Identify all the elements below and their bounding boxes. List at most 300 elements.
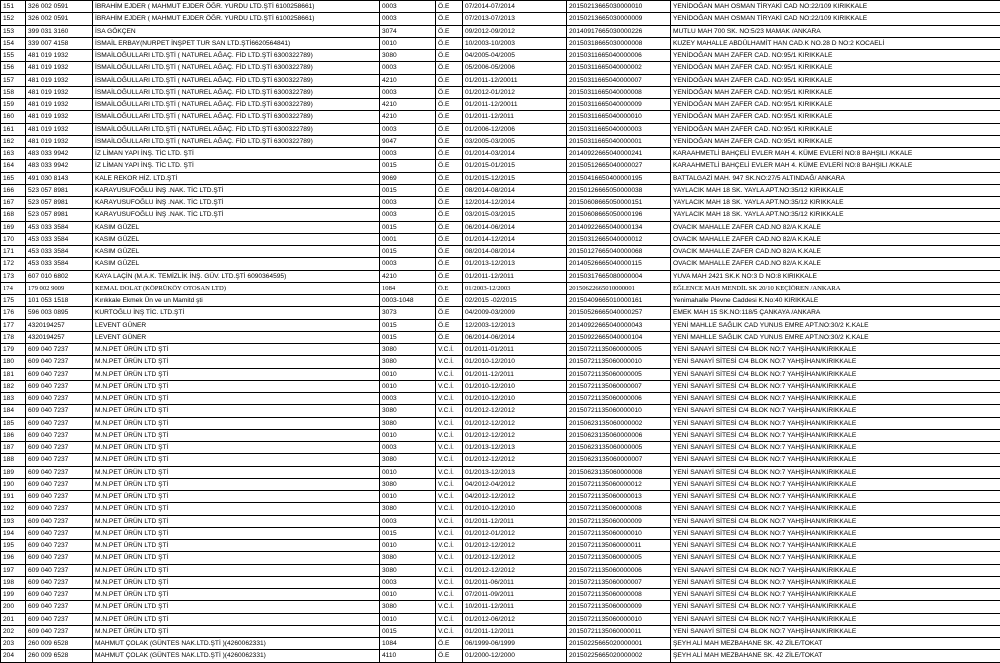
period-cell: 01/2011-12/20011 [463,99,567,111]
table-row [1,613,1000,625]
employer-name-cell: M.N.PET ÜRÜN LTD ŞTİ [93,613,380,625]
address-cell: YENİ SANAYİ SİTESİ C/4 BLOK NO:7 YAHŞİHAN/KIRIKKALE [671,576,1000,588]
row-number-cell: 200 [1,601,26,613]
employer-name-cell: KARAYUSUFOĞLU İNŞ .NAK. TİC LTD.ŞTİ [93,209,380,221]
row-number-cell: 192 [1,503,26,515]
type-cell: V.C.İ. [436,491,463,503]
code-cell: 3080 [380,50,436,62]
document-number-cell: 20140922665040000043 [567,319,671,331]
address-cell: YENİDOĞAN MAH ZAFER CAD. NO:95/1 KIRIKKALE [671,111,1000,123]
row-number-cell: 186 [1,429,26,441]
table-row [1,625,1000,637]
period-cell: 08/2014-08/2014 [463,184,567,196]
code-cell: 0010 [380,368,436,380]
row-number-cell: 175 [1,295,26,307]
address-cell: EMEK MAH 15 SK.NO:118/5 ÇANKAYA /ANKARA [671,307,1000,319]
employer-name-cell: M.N.PET ÜRÜN LTD ŞTİ [93,515,380,527]
type-cell: Ö.E [436,74,463,86]
address-cell: YENİ SANAYİ SİTESİ C/4 BLOK NO:7 YAHŞİHAN/KIRIKKALE [671,540,1000,552]
table-row [1,368,1000,380]
table-row [1,86,1000,98]
employer-name-cell: İSMAİLOĞULLARI LTD.ŞTİ ( NATUREL AĞAÇ. FİD LTD.ŞTİ 6300322789) [93,86,380,98]
code-cell: 0015 [380,331,436,343]
document-number-cell: 20150311665040000010 [567,111,671,123]
code-cell: 0003 [380,576,436,588]
period-cell: 01/2011-12/2011 [463,111,567,123]
document-number-cell: 20150721135060000010 [567,405,671,417]
type-cell: Ö.E [436,295,463,307]
registry-number-cell: 609 040 7237 [26,429,93,441]
employer-name-cell: M.N.PET ÜRÜN LTD ŞTİ [93,625,380,637]
registry-number-cell: 179 002 9009 [26,282,93,294]
code-cell: 1084 [380,638,436,650]
address-cell: YENİDOĞAN MAH ZAFER CAD. NO:95/1 KIRIKKALE [671,62,1000,74]
document-number-cell: 20150721135060000008 [567,589,671,601]
table-row [1,540,1000,552]
code-cell: 3080 [380,405,436,417]
period-cell: 06/1999-06/1999 [463,638,567,650]
code-cell: 0010 [380,613,436,625]
address-cell: YAYLACIK MAH 18 SK. YAYLA APT.NO:35/12 KIRIKKALE [671,184,1000,196]
type-cell: V.C.İ. [436,564,463,576]
row-number-cell: 177 [1,319,26,331]
code-cell: 4210 [380,111,436,123]
code-cell: 0015 [380,184,436,196]
period-cell: 01/2010-12/2010 [463,380,567,392]
type-cell: Ö.E [436,111,463,123]
table-row [1,258,1000,270]
row-number-cell: 166 [1,184,26,196]
employer-name-cell: İSA GÖKÇEN [93,25,380,37]
document-number-cell: 20150721135060000009 [567,601,671,613]
row-number-cell: 199 [1,589,26,601]
code-cell: 9047 [380,135,436,147]
type-cell: V.C.İ. [436,613,463,625]
row-number-cell: 160 [1,111,26,123]
row-number-cell: 162 [1,135,26,147]
address-cell: YAYLACIK MAH 18 SK. YAYLA APT.NO:35/12 KIRIKKALE [671,197,1000,209]
registry-number-cell: 4320194257 [26,319,93,331]
period-cell: 01/2010-12/2010 [463,356,567,368]
period-cell: 01/2011-01/2011 [463,344,567,356]
document-number-cell: 20150512665040000027 [567,160,671,172]
row-number-cell: 161 [1,123,26,135]
code-cell: 0010 [380,380,436,392]
row-number-cell: 164 [1,160,26,172]
employer-name-cell: KAYA LAÇİN (M.A.K. TEMİZLİK İNŞ. GÜV. LTD.ŞTİ 6090364595) [93,270,380,282]
row-number-cell: 174 [1,282,26,294]
period-cell: 07/2011-09/2011 [463,589,567,601]
type-cell: Ö.E [436,62,463,74]
document-number-cell: 20150721135060000005 [567,552,671,564]
period-cell: 01/2012-12/2012 [463,405,567,417]
row-number-cell: 153 [1,25,26,37]
document-number-cell: 20150526665040000257 [567,307,671,319]
row-number-cell: 184 [1,405,26,417]
code-cell: 0003 [380,442,436,454]
period-cell: 01/2015-12/2015 [463,172,567,184]
period-cell: 01/2013-12/2013 [463,442,567,454]
document-number-cell: 20150225665020000002 [567,650,671,662]
employer-name-cell: KEMAL DOLAT (KÖPRÜKÖY OTOSAN LTD) [93,282,380,294]
period-cell: 01/2012-12/2012 [463,454,567,466]
address-cell: YENİ MAHLLE SAĞLIK CAD YUNUS EMRE APT.NO:30/2 K.KALE [671,331,1000,343]
type-cell: Ö.E [436,307,463,319]
code-cell: 0010 [380,37,436,49]
period-cell: 01/2012-12/2012 [463,429,567,441]
registry-number-cell: 609 040 7237 [26,601,93,613]
code-cell: 3080 [380,454,436,466]
registry-number-cell: 609 040 7237 [26,478,93,490]
row-number-cell: 182 [1,380,26,392]
type-cell: Ö.E [436,638,463,650]
address-cell: YENİDOĞAN MAH OSMAN TİRYAKİ CAD NO:22/109 KIRIKKALE [671,1,1000,13]
employer-name-cell: M.N.PET ÜRÜN LTD ŞTİ [93,380,380,392]
row-number-cell: 190 [1,478,26,490]
document-number-cell: 20150721135060000005 [567,344,671,356]
registry-number-cell: 491 030 8143 [26,172,93,184]
table-row [1,74,1000,86]
type-cell: Ö.E [436,221,463,233]
type-cell: V.C.İ. [436,527,463,539]
registry-number-cell: 609 040 7237 [26,564,93,576]
registry-number-cell: 609 040 7237 [26,368,93,380]
period-cell: 10/2011-12/2011 [463,601,567,613]
document-number-cell: 20150409665010000161 [567,295,671,307]
registry-number-cell: 481 019 1932 [26,86,93,98]
document-number-cell: 20150311665040000001 [567,135,671,147]
address-cell: YENİDOĞAN MAH ZAFER CAD. NO:95/1 KIRIKKALE [671,135,1000,147]
registry-number-cell: 101 053 1518 [26,295,93,307]
document-number-cell: 20150126665050000038 [567,184,671,196]
type-cell: V.C.İ. [436,576,463,588]
document-number-cell: 20150622665010000001 [567,282,671,294]
code-cell: 0003 [380,258,436,270]
type-cell: Ö.E [436,148,463,160]
table-row [1,564,1000,576]
employer-name-cell: İSMAİL ERBAY(NURPET İNŞPET TUR SAN LTD.ŞTİ6620564841) [93,37,380,49]
row-number-cell: 159 [1,99,26,111]
document-number-cell: 20140922665040000134 [567,221,671,233]
row-number-cell: 198 [1,576,26,588]
code-cell: 0003 [380,393,436,405]
table-row [1,454,1000,466]
row-number-cell: 185 [1,417,26,429]
document-number-cell: 20150213665030000010 [567,1,671,13]
employer-name-cell: M.N.PET ÜRÜN LTD ŞTİ [93,589,380,601]
registry-number-cell: 326 002 0591 [26,1,93,13]
employer-name-cell: İBRAHİM EJDER ( MAHMUT EJDER ÖĞR. YURDU LTD.ŞTİ 6100258661) [93,1,380,13]
address-cell: YENİDOĞAN MAH ZAFER CAD. NO:95/1 KIRIKKALE [671,99,1000,111]
table-row [1,527,1000,539]
address-cell: YENİ SANAYİ SİTESİ C/4 BLOK NO:7 YAHŞİHAN/KIRIKKALE [671,429,1000,441]
address-cell: YENİ SANAYİ SİTESİ C/4 BLOK NO:7 YAHŞİHAN/KIRIKKALE [671,454,1000,466]
code-cell: 3080 [380,417,436,429]
document-number-cell: 20140922665040000241 [567,148,671,160]
table-row [1,344,1000,356]
registry-number-cell: 609 040 7237 [26,515,93,527]
address-cell: YENİ SANAYİ SİTESİ C/4 BLOK NO:7 YAHŞİHAN/KIRIKKALE [671,491,1000,503]
employer-name-cell: M.N.PET ÜRÜN LTD ŞTİ [93,601,380,613]
table-row [1,13,1000,25]
document-number-cell: 20150623135060000002 [567,417,671,429]
employer-name-cell: MAHMUT ÇOLAK (GÜNTES NAK.LTD.ŞTİ )(4260062331) [93,650,380,662]
document-number-cell: 20150623135060000008 [567,466,671,478]
address-cell: YENİ SANAYİ SİTESİ C/4 BLOK NO:7 YAHŞİHAN/KIRIKKALE [671,613,1000,625]
employer-name-cell: M.N.PET ÜRÜN LTD ŞTİ [93,344,380,356]
row-number-cell: 156 [1,62,26,74]
period-cell: 12/2003-12/2013 [463,319,567,331]
document-number-cell: 20150311665040000008 [567,86,671,98]
table-row [1,650,1000,662]
registry-number-cell: 453 033 3584 [26,246,93,258]
document-number-cell: 20150312665040000012 [567,233,671,245]
period-cell: 01/2014-12/2014 [463,233,567,245]
document-number-cell: 20150608665050000151 [567,197,671,209]
code-cell: 9069 [380,172,436,184]
table-row [1,135,1000,147]
registry-number-cell: 260 009 6528 [26,650,93,662]
period-cell: 03/2005-03/2005 [463,135,567,147]
address-cell: ŞEYH ALİ MAH MEZBAHANE SK. 42 ZİLE/TOKAT [671,638,1000,650]
type-cell: Ö.E [436,197,463,209]
row-number-cell: 154 [1,37,26,49]
type-cell: Ö.E [436,184,463,196]
document-number-cell: 20150318665030000008 [567,37,671,49]
period-cell: 01/2003-12/2003 [463,282,567,294]
employer-name-cell: İSMAİLOĞULLARI LTD.ŞTİ ( NATUREL AĞAÇ. FİD LTD.ŞTİ 6300322789) [93,123,380,135]
table-row [1,111,1000,123]
type-cell: V.C.İ. [436,540,463,552]
row-number-cell: 171 [1,246,26,258]
table-row [1,221,1000,233]
type-cell: Ö.E [436,13,463,25]
code-cell: 3080 [380,344,436,356]
table-row [1,123,1000,135]
employer-name-cell: M.N.PET ÜRÜN LTD ŞTİ [93,405,380,417]
registry-number-cell: 481 019 1932 [26,135,93,147]
type-cell: V.C.İ. [436,344,463,356]
row-number-cell: 163 [1,148,26,160]
address-cell: YENİ SANAYİ SİTESİ C/4 BLOK NO:7 YAHŞİHAN/KIRIKKALE [671,515,1000,527]
employer-name-cell: Kırıkkale Ekmek Ün ve un Mamitd şti [93,295,380,307]
document-number-cell: 20150311665040000007 [567,74,671,86]
table-row [1,319,1000,331]
period-cell: 01/2010-12/2010 [463,393,567,405]
document-number-cell: 20150225665020000001 [567,638,671,650]
table-row [1,307,1000,319]
row-number-cell: 191 [1,491,26,503]
employer-name-cell: İSMAİLOĞULLARI LTD.ŞTİ ( NATUREL AĞAÇ. FİD LTD.ŞTİ 6300322789) [93,135,380,147]
employer-name-cell: LEVENT GÜNER [93,319,380,331]
registry-number-cell: 523 057 8981 [26,209,93,221]
address-cell: YUVA MAH 2421 SK.K NO:3 D NO:8 KIRIKKALE [671,270,1000,282]
row-number-cell: 169 [1,221,26,233]
employer-name-cell: M.N.PET ÜRÜN LTD ŞTİ [93,368,380,380]
type-cell: Ö.E [436,246,463,258]
document-number-cell: 20150416650400000195 [567,172,671,184]
row-number-cell: 180 [1,356,26,368]
address-cell: KARAAHMETLİ BAHÇELİ EVLER MAH 4. KÜME EVLERİ NO:8 BAHŞILI /KKALE [671,160,1000,172]
type-cell: V.C.İ. [436,417,463,429]
row-number-cell: 194 [1,527,26,539]
document-number-cell: 20150608665050000196 [567,209,671,221]
table-row [1,62,1000,74]
table-row [1,356,1000,368]
document-number-cell: 20150721135060000006 [567,564,671,576]
document-number-cell: 20150922665040000104 [567,331,671,343]
address-cell: YENİ SANAYİ SİTESİ C/4 BLOK NO:7 YAHŞİHAN/KIRIKKALE [671,356,1000,368]
type-cell: V.C.İ. [436,454,463,466]
registry-number-cell: 453 033 3584 [26,221,93,233]
employer-name-cell: M.N.PET ÜRÜN LTD ŞTİ [93,429,380,441]
address-cell: Yenimahalle Plevne Caddesi K.No:40 KIRIKKALE [671,295,1000,307]
address-cell: YENİ SANAYİ SİTESİ C/4 BLOK NO:7 YAHŞİHAN/KIRIKKALE [671,442,1000,454]
row-number-cell: 201 [1,613,26,625]
employer-name-cell: İZ LİMAN YAPI İNŞ. TİC LTD. ŞTİ [93,160,380,172]
document-number-cell: 20150721135060000006 [567,393,671,405]
period-cell: 01/2011-06/2011 [463,576,567,588]
registry-number-cell: 481 019 1932 [26,99,93,111]
document-number-cell: 20150317665080000004 [567,270,671,282]
code-cell: 3080 [380,503,436,515]
period-cell: 01/2012-12/2012 [463,540,567,552]
code-cell: 0003 [380,1,436,13]
row-number-cell: 152 [1,13,26,25]
code-cell: 3080 [380,478,436,490]
code-cell: 3080 [380,601,436,613]
type-cell: V.C.İ. [436,503,463,515]
code-cell: 0003-1048 [380,295,436,307]
table-row [1,99,1000,111]
period-cell: 01/2013-12/2013 [463,466,567,478]
period-cell: 01/2006-12/2006 [463,123,567,135]
code-cell: 0003 [380,62,436,74]
row-number-cell: 158 [1,86,26,98]
table-row [1,478,1000,490]
period-cell: 01/2012-06/2012 [463,613,567,625]
period-cell: 04/2012-04/2012 [463,478,567,490]
table-row [1,515,1000,527]
table-row [1,576,1000,588]
employer-name-cell: LEVENT GÜNER [93,331,380,343]
type-cell: Ö.E [436,209,463,221]
code-cell: 3073 [380,307,436,319]
code-cell: 0003 [380,123,436,135]
period-cell: 01/2012-01/2012 [463,527,567,539]
table-row [1,37,1000,49]
period-cell: 01/2012-12/2012 [463,552,567,564]
address-cell: YENİ SANAYİ SİTESİ C/4 BLOK NO:7 YAHŞİHAN/KIRIKKALE [671,503,1000,515]
period-cell: 04/2012-12/2012 [463,491,567,503]
row-number-cell: 203 [1,638,26,650]
address-cell: EĞLENCE MAH MENDİL SK 20/10 KEÇİÖREN /ANKARA [671,282,1000,294]
employer-name-cell: KARAYUSUFOĞLU İNŞ .NAK. TİC LTD.ŞTİ [93,197,380,209]
table-row [1,1,1000,13]
row-number-cell: 188 [1,454,26,466]
document-number-cell: 20150721135060000010 [567,613,671,625]
code-cell: 0003 [380,86,436,98]
period-cell: 01/2011-12/2011 [463,270,567,282]
address-cell: YENİDOĞAN MAH ZAFER CAD. NO:95/1 KIRIKKALE [671,86,1000,98]
row-number-cell: 179 [1,344,26,356]
address-cell: OVACIK MAHALLE ZAFER CAD.NO 82/A K.KALE [671,233,1000,245]
table-row [1,160,1000,172]
address-cell: YENİDOĞAN MAH ZAFER CAD. NO:95/1 KIRIKKALE [671,123,1000,135]
employer-name-cell: İSMAİLOĞULLARI LTD.ŞTİ ( NATUREL AĞAÇ. FİD LTD.ŞTİ 6300322789) [93,50,380,62]
records-table-body [1,1,1000,663]
type-cell: Ö.E [436,86,463,98]
table-row [1,246,1000,258]
type-cell: Ö.E [436,135,463,147]
address-cell: YENİ SANAYİ SİTESİ C/4 BLOK NO:7 YAHŞİHAN/KIRIKKALE [671,601,1000,613]
table-row [1,197,1000,209]
type-cell: V.C.İ. [436,368,463,380]
document-number-cell: 20150623135060000006 [567,429,671,441]
table-row [1,393,1000,405]
table-row [1,405,1000,417]
type-cell: Ö.E [436,37,463,49]
employer-name-cell: M.N.PET ÜRÜN LTD ŞTİ [93,552,380,564]
registry-number-cell: 4320194257 [26,331,93,343]
employer-name-cell: İSMAİLOĞULLARI LTD.ŞTİ ( NATUREL AĞAÇ. FİD LTD.ŞTİ 6300322789) [93,111,380,123]
employer-name-cell: KASIM GÜZEL [93,258,380,270]
code-cell: 0010 [380,589,436,601]
table-row [1,491,1000,503]
address-cell: OVACIK MAHALLE ZAFER CAD.NO 82/A K.KALE [671,246,1000,258]
employer-name-cell: M.N.PET ÜRÜN LTD ŞTİ [93,527,380,539]
type-cell: V.C.İ. [436,466,463,478]
code-cell: 0015 [380,527,436,539]
row-number-cell: 170 [1,233,26,245]
period-cell: 01/2013-12/2013 [463,258,567,270]
table-row [1,25,1000,37]
code-cell: 1084 [380,282,436,294]
address-cell: KUZEY MAHALLE ABDÜLHAMİT HAN CAD.K NO.28 D NO:2 KOCAELİ [671,37,1000,49]
table-row [1,601,1000,613]
employer-name-cell: İSMAİLOĞULLARI LTD.ŞTİ ( NATUREL AĞAÇ. FİD LTD.ŞTİ 6300322789) [93,74,380,86]
code-cell: 0003 [380,209,436,221]
type-cell: V.C.İ. [436,589,463,601]
type-cell: Ö.E [436,123,463,135]
address-cell: YENİDOĞAN MAH OSMAN TİRYAKİ CAD NO:22/109 KIRIKKALE [671,13,1000,25]
type-cell: V.C.İ. [436,393,463,405]
employer-name-cell: KARAYUSUFOĞLU İNŞ .NAK. TİC LTD.ŞTİ [93,184,380,196]
period-cell: 01/2011-12/20011 [463,74,567,86]
type-cell: V.C.İ. [436,625,463,637]
registry-number-cell: 453 033 3584 [26,258,93,270]
registry-number-cell: 609 040 7237 [26,442,93,454]
table-row [1,380,1000,392]
code-cell: 0001 [380,233,436,245]
document-number-cell: 20150721135060000011 [567,625,671,637]
row-number-cell: 196 [1,552,26,564]
employer-name-cell: M.N.PET ÜRÜN LTD ŞTİ [93,540,380,552]
period-cell: 01/2011-12/2011 [463,625,567,637]
table-row [1,589,1000,601]
employer-name-cell: KURTOĞLU İNŞ TİC. LTD.ŞTİ [93,307,380,319]
registry-number-cell: 609 040 7237 [26,393,93,405]
code-cell: 0015 [380,319,436,331]
row-number-cell: 172 [1,258,26,270]
table-row [1,429,1000,441]
type-cell: V.C.İ. [436,429,463,441]
period-cell: 06/2014-06/2014 [463,331,567,343]
address-cell: ŞEYH ALİ MAH MEZBAHANE SK. 42 ZİLE/TOKAT [671,650,1000,662]
period-cell: 01/2000-12/2000 [463,650,567,662]
type-cell: V.C.İ. [436,478,463,490]
row-number-cell: 178 [1,331,26,343]
